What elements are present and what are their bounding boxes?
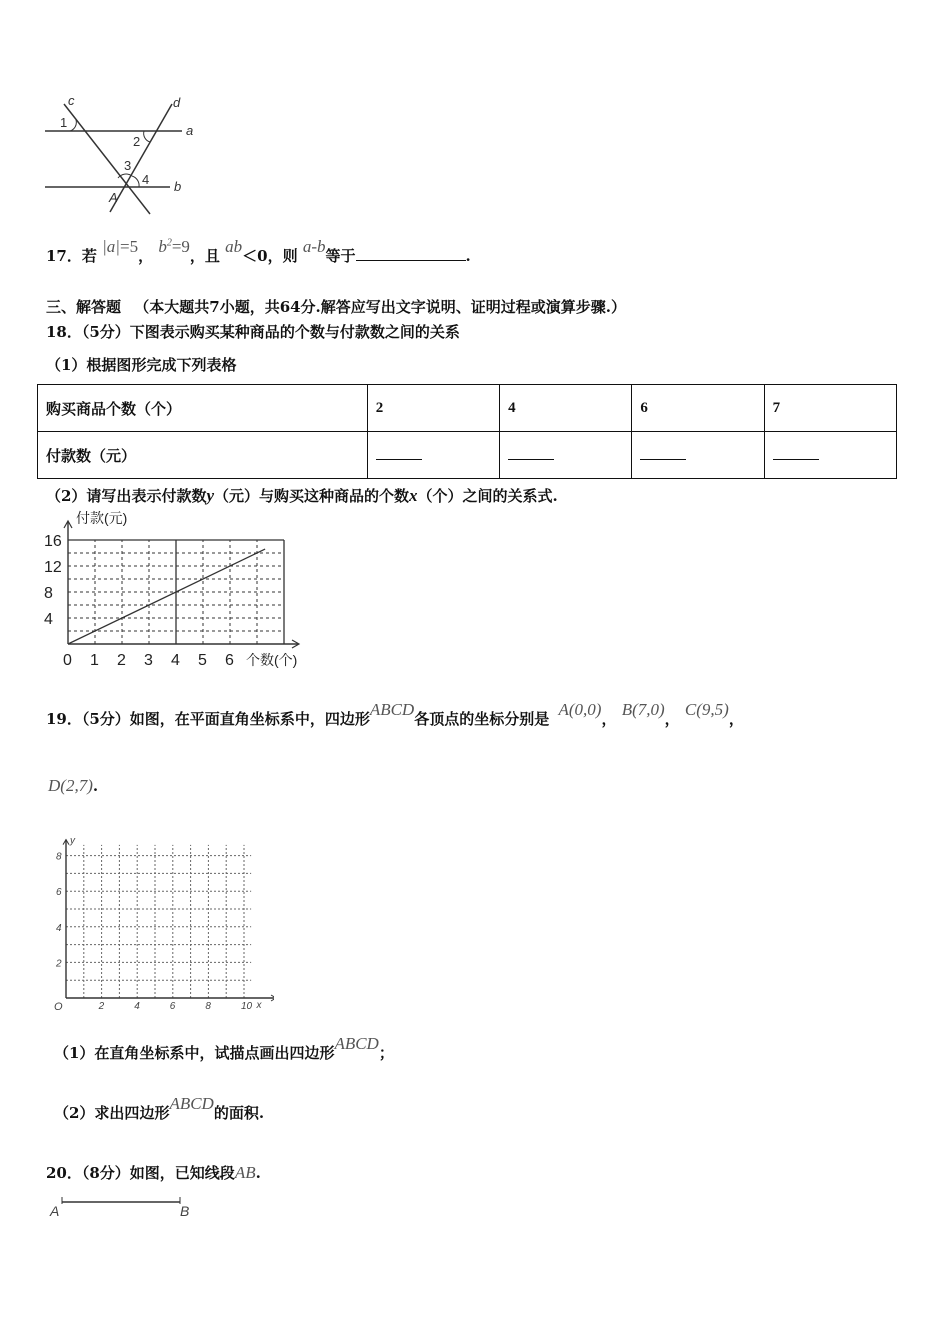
table-cell-count: 2 bbox=[367, 385, 499, 432]
y-tick-label: 8 bbox=[56, 851, 62, 863]
x-tick-label: 0 bbox=[63, 652, 72, 668]
q19-point-C: C(9,5) bbox=[684, 700, 729, 719]
label-d: d bbox=[173, 95, 181, 110]
y-tick-label: 12 bbox=[44, 559, 62, 576]
segment-label-B: B bbox=[180, 1203, 190, 1219]
x-tick-label: 5 bbox=[198, 652, 207, 668]
label-A: A bbox=[109, 190, 118, 205]
y-axis-label: y bbox=[70, 835, 75, 847]
q20-head: 20．（8分）如图，已知线段AB. bbox=[46, 1163, 261, 1182]
x-axis-label: x bbox=[256, 1000, 262, 1011]
label-a: a bbox=[186, 123, 194, 138]
q18-table bbox=[37, 384, 897, 479]
table-cell-payment[interactable] bbox=[500, 432, 632, 479]
label-3: 3 bbox=[124, 158, 132, 173]
x-tick-label: 6 bbox=[225, 652, 234, 668]
table-row bbox=[38, 432, 897, 479]
label-c: c bbox=[68, 93, 75, 108]
q19-head: 19．（5分）如图，在平面直角坐标系中，四边形ABCD各顶点的坐标分别是 A(0,0)， B(7,0)， C(9,5)， bbox=[46, 700, 744, 728]
answer-blank[interactable] bbox=[508, 459, 554, 460]
q18-part2: （2）请写出表示付款数y（元）与购买这种商品的个数x（个）之间的关系式. bbox=[46, 486, 558, 505]
q17-a-minus-b: a-b bbox=[302, 237, 326, 256]
table-row bbox=[38, 385, 897, 432]
angle-2-arc bbox=[144, 131, 150, 142]
q19-point-D: D(2,7) bbox=[48, 776, 93, 795]
table-cell-count: 4 bbox=[500, 385, 632, 432]
table-cell-count: 7 bbox=[764, 385, 896, 432]
q18-title: 18．（5分）下图表示购买某种商品的个数与付款数之间的关系 bbox=[46, 323, 460, 341]
q19-part2: （2）求出四边形ABCD的面积. bbox=[54, 1094, 265, 1122]
angle-4-arc bbox=[132, 176, 139, 187]
q19-part1-abcd: ABCD bbox=[334, 1034, 379, 1053]
origin-label: O bbox=[54, 1001, 63, 1012]
answer-blank[interactable] bbox=[640, 459, 686, 460]
segment-label-A: A bbox=[50, 1203, 60, 1219]
parallel-lines-figure bbox=[40, 92, 210, 217]
q19-part1: （1）在直角坐标系中，试描点画出四边形ABCD； bbox=[54, 1034, 394, 1062]
x-tick-label: 10 bbox=[241, 1001, 253, 1012]
table-cell-payment[interactable] bbox=[764, 432, 896, 479]
section-3-header bbox=[46, 296, 626, 317]
q17-ze: ，则 bbox=[267, 247, 298, 265]
q17-comma: ， bbox=[138, 247, 154, 265]
line-c bbox=[64, 104, 150, 214]
chart-marks bbox=[68, 549, 265, 644]
x-tick-label: 1 bbox=[90, 652, 99, 668]
label-b: b bbox=[174, 179, 182, 194]
label-1: 1 bbox=[60, 115, 68, 130]
table-cell-payment[interactable] bbox=[367, 432, 499, 479]
q17-eq5: =5 bbox=[119, 237, 139, 256]
y-axis-label: 付款(元) bbox=[76, 510, 128, 526]
section-3-title: 三、解答题 bbox=[46, 298, 122, 316]
table-cell-count: 6 bbox=[632, 385, 764, 432]
q19-part2-abcd: ABCD bbox=[169, 1094, 214, 1113]
table-header-payment: 付款数（元） bbox=[38, 432, 368, 479]
line-d bbox=[110, 104, 172, 212]
y-tick-label: 4 bbox=[44, 611, 53, 628]
x-tick-label: 4 bbox=[134, 1001, 140, 1012]
q17-ruo: 若 bbox=[81, 247, 97, 265]
x-tick-label: 2 bbox=[117, 652, 126, 668]
x-tick-label: 2 bbox=[98, 1001, 105, 1012]
angle-1-arc bbox=[70, 120, 76, 131]
payment-chart bbox=[36, 508, 316, 668]
y-tick-label: 16 bbox=[44, 533, 62, 550]
y-tick-label: 6 bbox=[56, 887, 62, 899]
q20-ab: AB bbox=[234, 1163, 256, 1182]
y-tick-label: 4 bbox=[56, 922, 62, 934]
q17-abs-a: |a| bbox=[102, 237, 120, 256]
question-17 bbox=[46, 237, 471, 266]
x-axis-label: 个数(个) bbox=[246, 652, 298, 668]
segment-AB-figure bbox=[44, 1192, 204, 1222]
q19-point-D-line: D(2,7). bbox=[48, 776, 99, 795]
x-tick-label: 4 bbox=[171, 652, 180, 668]
coordinate-grid bbox=[44, 832, 274, 1012]
q17-answer-blank[interactable] bbox=[356, 260, 466, 261]
table-cell-payment[interactable] bbox=[632, 432, 764, 479]
q17-lt0: ＜0 bbox=[242, 247, 268, 265]
q19-abcd: ABCD bbox=[369, 700, 415, 719]
q17-eq9: =9 bbox=[171, 237, 190, 256]
y-tick-label: 8 bbox=[44, 585, 53, 602]
table-header-count: 购买商品个数（个） bbox=[38, 385, 368, 432]
series-line bbox=[68, 549, 265, 644]
y-tick-label: 2 bbox=[56, 958, 62, 970]
x-tick-label: 8 bbox=[205, 1001, 211, 1012]
q18-part1: （1）根据图形完成下列表格 bbox=[46, 356, 237, 374]
answer-blank[interactable] bbox=[376, 459, 422, 460]
label-2: 2 bbox=[133, 134, 141, 149]
q19-point-A: A(0,0) bbox=[558, 700, 602, 719]
label-4: 4 bbox=[142, 172, 150, 187]
q17-period: . bbox=[465, 247, 471, 265]
section-3-note: （本大题共7小题，共64分.解答应写出文字说明、证明过程或演算步骤.） bbox=[134, 298, 627, 316]
x-tick-label: 3 bbox=[144, 652, 153, 668]
q17-qie: ，且 bbox=[189, 247, 220, 265]
x-tick-label: 6 bbox=[169, 1001, 176, 1012]
q17-number: 17． bbox=[46, 247, 82, 265]
answer-blank[interactable] bbox=[773, 459, 819, 460]
q17-ab: ab bbox=[225, 237, 243, 256]
q19-point-B: B(7,0) bbox=[621, 700, 665, 719]
q17-b-squared: $b^2$ bbox=[158, 237, 172, 256]
q17-dengyu: 等于 bbox=[325, 247, 356, 265]
